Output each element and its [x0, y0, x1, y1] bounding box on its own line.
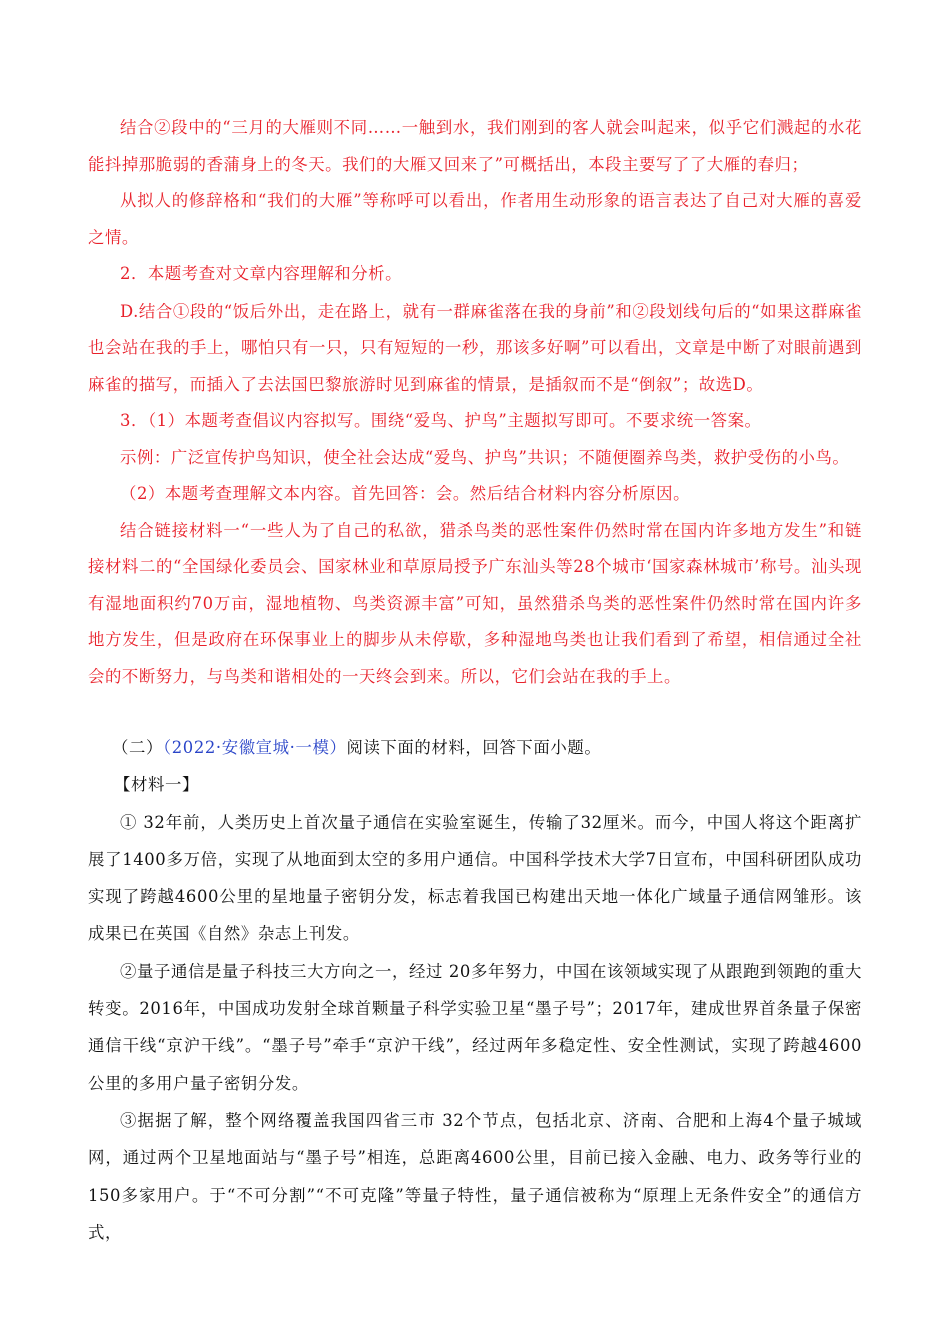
answer-explanation — [88, 110, 862, 695]
section-heading — [88, 729, 862, 766]
answer-example: 示例：广泛宣传护鸟知识，使全社会达成“爱鸟、护鸟”共识；不随便圈养鸟类，救护受伤的小鸟。 — [120, 447, 850, 467]
answer-analysis: 结合链接材料一“一些人为了自己的私欲，猎杀鸟类的恶性案件仍然时常在国内许多地方发生”和链接材料二的“全国绿化委员会、国家林业和草原局授予广东汕头等28个城市‘国家森林城市’称号。汕头现有湿地面积约70万亩，湿地植物、鸟类资源丰富”可知，虽然猎杀鸟类的恶性案件仍然时常在国内许多地方发生，但是政府在环保事业上的脚步从未停歇，多种湿地鸟类也让我们看到了希望，相信通过全社会的不断努力，与鸟类和谐相处的一天终会到来。所以，它们会站在我的手上。 — [88, 520, 862, 686]
section-instruction: 阅读下面的材料，回答下面小题。 — [346, 738, 602, 757]
section-number: （二） — [112, 738, 163, 757]
answer-paragraph-1: 结合②段中的“三月的大雁则不同……一触到水，我们刚到的客人就会叫起来，似乎它们溅起的水花能抖掉那脆弱的香蒲身上的冬天。我们的大雁又回来了”可概括出，本段主要写了了大雁的春归； — [88, 118, 862, 174]
answer-question-3-1: 3．（1）本题考查倡议内容拟写。围绕“爱鸟、护鸟”主题拟写即可。不要求统一答案。 — [120, 411, 762, 430]
material-paragraph-2: ②量子通信是量子科技三大方向之一，经过 20多年努力，中国在该领域实现了从跟跑到领跑的重大转变。2016年，中国成功发射全球首颗量子科学实验卫星“墨子号”；2017年，建成世界首条量子保密通信干线“京沪干线”。“墨子号”牵手“京沪干线”，经过两年多稳定性、安全性测试，实现了跨越4600公里的多用户量子密钥分发。 — [88, 961, 862, 1093]
answer-question-2-rule: 2．本题考查对文章内容理解和分析。 — [120, 264, 403, 283]
material-title: 【材料一】 — [114, 775, 199, 795]
answer-question-3-2: （2）本题考查理解文本内容。首先回答：会。然后结合材料内容分析原因。 — [120, 484, 691, 503]
material-paragraph-3: ③据据了解，整个网络覆盖我国四省三市 32个节点，包括北京、济南、合肥和上海4个量子城域网，通过两个卫星地面站与“墨子号”相连，总距离4600公里，目前已接入金融、电力、政务等行业的150多家用户。于“不可分割”“不可克隆”等量子特性，量子通信被称为“原理上无条件安全”的通信方式， — [88, 1110, 862, 1242]
answer-paragraph-d: D.结合①段的“饭后外出，走在路上，就有一群麻雀落在我的身前”和②段划线句后的“如果这群麻雀也会站在我的手上，哪怕只有一只，只有短短的一秒，那该多好啊”可以看出，文章是中断了对眼前遇到麻雀的描写，而插入了去法国巴黎旅游时见到麻雀的情景，是插叙而不是“倒叙”；故选D。 — [88, 301, 862, 394]
reading-material-section — [88, 729, 862, 1251]
answer-paragraph-2: 从拟人的修辞格和“我们的大雁”等称呼可以看出，作者用生动形象的语言表达了自己对大雁的喜爱之情。 — [88, 191, 862, 247]
material-paragraph-1: ① 32年前，人类历史上首次量子通信在实验室诞生，传输了32厘米。而今，中国人将这个距离扩展了1400多万倍，实现了从地面到太空的多用户通信。中国科学技术大学7日宣布，中国科研团队成功实现了跨越4600公里的星地量子密钥分发，标志着我国已构建出天地一体化广域量子通信网雏形。该成果已在英国《自然》杂志上刊发。 — [88, 812, 862, 944]
source-tag: （2022·安徽宣城·一模） — [162, 738, 347, 757]
